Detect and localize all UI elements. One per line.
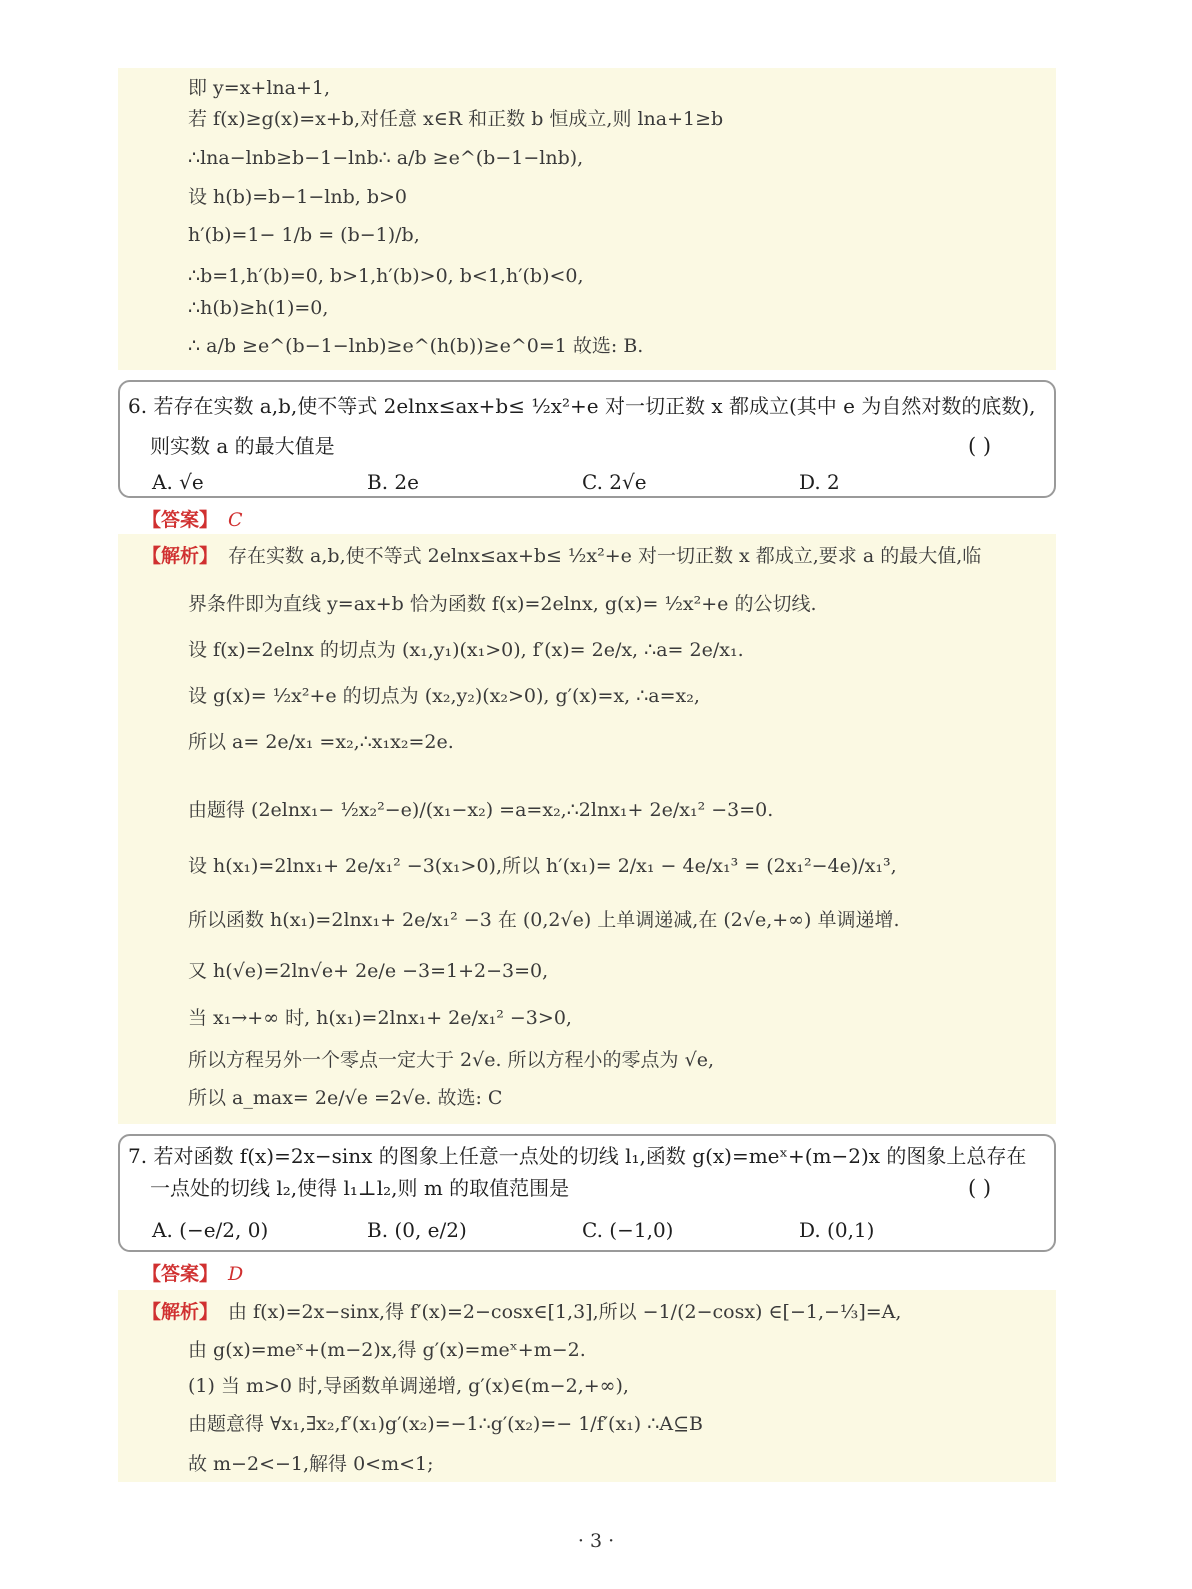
analysis-tag: 【解析】 — [142, 1301, 219, 1323]
question-text: 7. 若对函数 f(x)=2x−sinx 的图象上任意一点处的切线 l₁,函数 g(x)=meˣ+(m−2)x 的图象上总存在 — [128, 1144, 1027, 1168]
answer-value: D — [228, 1263, 244, 1285]
solution-line: 当 x₁→+∞ 时, h(x₁)=2lnx₁+ 2e/x₁² −3>0, — [188, 1007, 572, 1029]
solution-line: 所以方程另外一个零点一定大于 2√e. 所以方程小的零点为 √e, — [188, 1049, 714, 1071]
solution-line: 即 y=x+lna+1, — [188, 77, 331, 99]
solution-line: 界条件即为直线 y=ax+b 恰为函数 f(x)=2elnx, g(x)= ½x²+e 的公切线. — [188, 593, 817, 615]
option-a: A. (−e/2, 0) — [152, 1218, 269, 1242]
answer-tag: 【答案】 — [142, 509, 219, 531]
question-7-box — [118, 1134, 1056, 1252]
solution-line: 又 h(√e)=2ln√e+ 2e/e −3=1+2−3=0, — [188, 960, 549, 982]
analysis-tag: 【解析】 — [142, 545, 219, 567]
solution-line: 若 f(x)≥g(x)=x+b,对任意 x∈R 和正数 b 恒成立,则 lna+1≥b — [188, 108, 724, 130]
solution-line: ∴b=1,h′(b)=0, b>1,h′(b)>0, b<1,h′(b)<0, — [188, 265, 584, 287]
solution-line: h′(b)=1− 1/b = (b−1)/b, — [188, 224, 420, 246]
solution-line: 由题得 (2elnx₁− ½x₂²−e)/(x₁−x₂) =a=x₂,∴2lnx₁+ 2e/x₁² −3=0. — [188, 799, 774, 821]
answer-blank: ( ) — [968, 434, 992, 458]
question-text: 一点处的切线 l₂,使得 l₁⊥l₂,则 m 的取值范围是 — [150, 1176, 570, 1200]
answer-value: C — [228, 509, 243, 531]
solution-line: 由 f(x)=2x−sinx,得 f′(x)=2−cosx∈[1,3],所以 −1/(2−cosx) ∈[−1,−⅓]=A, — [228, 1301, 902, 1323]
answer-tag: 【答案】 — [142, 1263, 219, 1285]
solution-line: 存在实数 a,b,使不等式 2elnx≤ax+b≤ ½x²+e 对一切正数 x 都成立,要求 a 的最大值,临 — [228, 545, 982, 567]
page-number: · 3 · — [577, 1530, 615, 1552]
question-text: 6. 若存在实数 a,b,使不等式 2elnx≤ax+b≤ ½x²+e 对一切正数 x 都成立(其中 e 为自然对数的底数), — [128, 394, 1036, 418]
question-text: 则实数 a 的最大值是 — [150, 434, 335, 458]
solution-line: 设 h(x₁)=2lnx₁+ 2e/x₁² −3(x₁>0),所以 h′(x₁)= 2/x₁ − 4e/x₁³ = (2x₁²−4e)/x₁³, — [188, 855, 897, 877]
solution-line: 设 g(x)= ½x²+e 的切点为 (x₂,y₂)(x₂>0), g′(x)=x, ∴a=x₂, — [188, 685, 700, 707]
solution-line: 设 h(b)=b−1−lnb, b>0 — [188, 186, 408, 208]
option-b: B. (0, e/2) — [367, 1218, 467, 1242]
option-a: A. √e — [152, 470, 204, 494]
previous-solution-block — [118, 68, 1056, 370]
solution-line: 由题意得 ∀x₁,∃x₂,f′(x₁)g′(x₂)=−1∴g′(x₂)=− 1/f′(x₁) ∴A⊆B — [188, 1413, 703, 1435]
solution-line: 设 f(x)=2elnx 的切点为 (x₁,y₁)(x₁>0), f′(x)= 2e/x, ∴a= 2e/x₁. — [188, 639, 744, 661]
answer-blank: ( ) — [968, 1176, 992, 1200]
option-c: C. 2√e — [582, 470, 647, 494]
option-d: D. 2 — [799, 470, 840, 494]
solution-line: 所以函数 h(x₁)=2lnx₁+ 2e/x₁² −3 在 (0,2√e) 上单调递减,在 (2√e,+∞) 单调递增. — [188, 909, 900, 931]
solution-line: ∴ a/b ≥e^(b−1−lnb)≥e^(h(b))≥e^0=1 故选: B. — [188, 335, 644, 357]
solution-6-block — [118, 534, 1056, 1124]
solution-line: 所以 a= 2e/x₁ =x₂,∴x₁x₂=2e. — [188, 731, 454, 753]
solution-line: ∴h(b)≥h(1)=0, — [188, 297, 329, 319]
solution-line: 所以 a_max= 2e/√e =2√e. 故选: C — [188, 1087, 503, 1109]
question-6-box — [118, 380, 1056, 498]
option-d: D. (0,1) — [799, 1218, 875, 1242]
option-c: C. (−1,0) — [582, 1218, 674, 1242]
solution-7-block — [118, 1290, 1056, 1482]
solution-line: 由 g(x)=meˣ+(m−2)x,得 g′(x)=meˣ+m−2. — [188, 1339, 586, 1361]
solution-line: (1) 当 m>0 时,导函数单调递增, g′(x)∈(m−2,+∞), — [188, 1375, 629, 1397]
solution-line: 故 m−2<−1,解得 0<m<1; — [188, 1453, 434, 1475]
option-b: B. 2e — [367, 470, 419, 494]
solution-line: ∴lna−lnb≥b−1−lnb∴ a/b ≥e^(b−1−lnb), — [188, 147, 584, 169]
